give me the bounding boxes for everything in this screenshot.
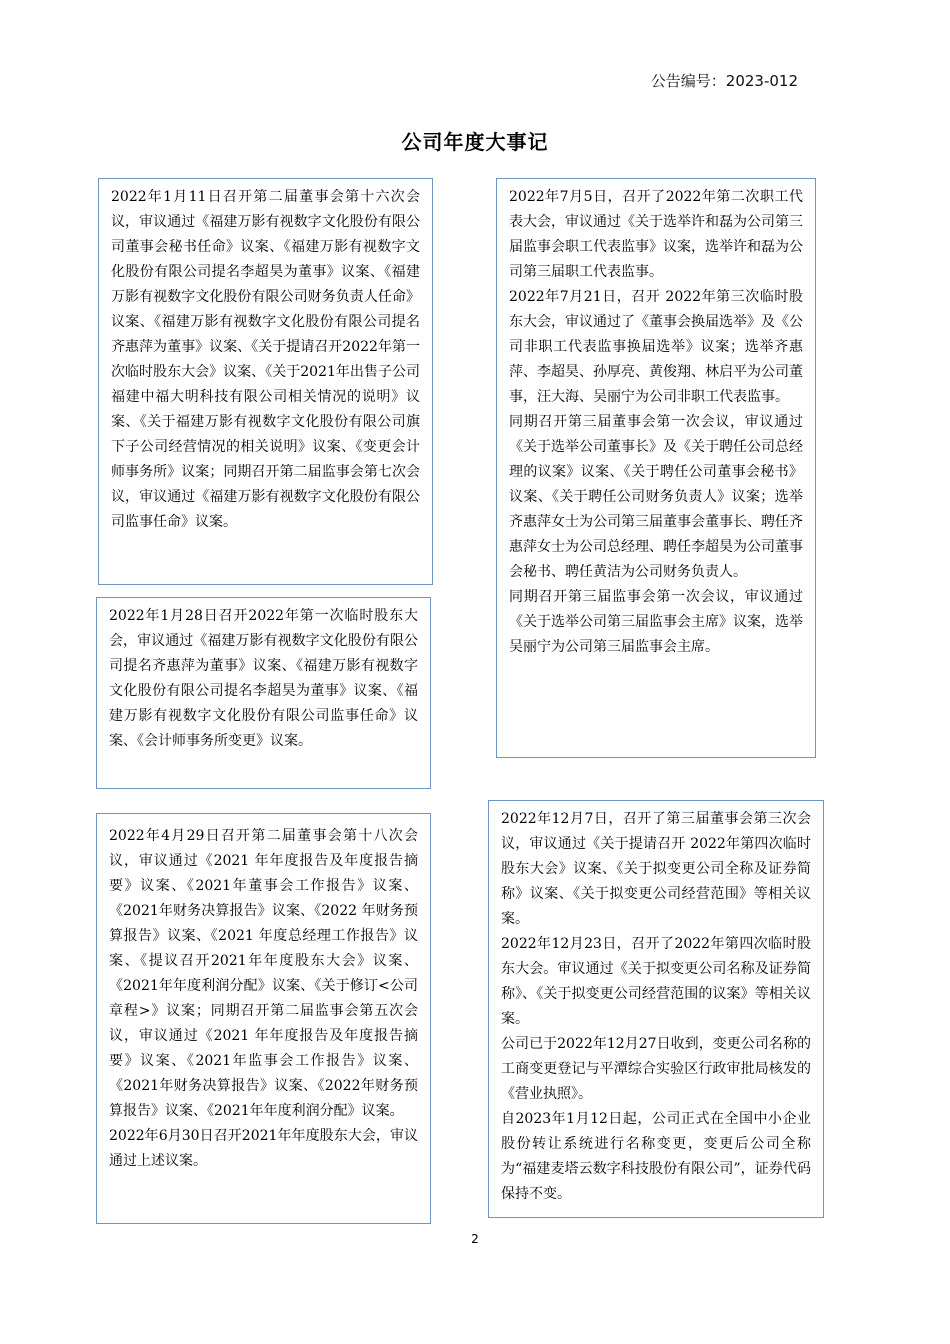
event-paragraph: 2022年1月28日召开2022年第一次临时股东大会，审议通过《福建万影有视数字文化股份有限公司提名齐惠萍为董事》议案、《福建万影有视数字文化股份有限公司提名李超昊为董事》议案、《福建万影有视数字文化股份有限公司监事任命》议案、《会计师事务所变更》议案。 [109,608,418,749]
event-paragraph: 2022年12月23日，召开了2022年第四次临时股东大会。审议通过《关于拟变更公司名称及证券简称》、《关于拟变更公司经营范围的议案》等相关议案。 [501,936,811,1027]
event-box-2022-07 [496,178,816,758]
event-box-2022-01-11 [98,178,433,585]
event-paragraph: 公司已于2022年12月27日收到，变更公司名称的工商变更登记与平潭综合实验区行政审批局核发的《营业执照》。 [501,1036,811,1102]
event-box-2022-01-28 [96,597,431,789]
page-number: 2 [471,1232,479,1246]
event-box-2022-04-29 [96,813,431,1224]
event-paragraph: 同期召开第三届监事会第一次会议，审议通过《关于选举公司第三届监事会主席》议案，选举吴丽宁为公司第三届监事会主席。 [509,589,803,655]
event-paragraph: 同期召开第三届董事会第一次会议，审议通过《关于选举公司董事长》及《关于聘任公司总经理的议案》议案、《关于聘任公司董事会秘书》议案、《关于聘任公司财务负责人》议案；选举齐惠萍女士为公司第三届董事会董事长、聘任齐惠萍女士为公司总经理、聘任李超昊为公司董事会秘书、聘任黄洁为公司财务负责人。 [509,414,803,580]
event-paragraph: 2022年1月11日召开第二届董事会第十六次会议，审议通过《福建万影有视数字文化股份有限公司董事会秘书任命》议案、《福建万影有视数字文化股份有限公司提名李超昊为董事》议案、《福建万影有视数字文化股份有限公司财务负责人任命》议案、《福建万影有视数字文化股份有限公司提名齐惠萍为董事》议案、《关于提请召开2022年第一次临时股东大会》议案、《关于2021年出售子公司福建中福大明科技有限公司相关情况的说明》议案、《关于福建万影有视数字文化股份有限公司旗下子公司经营情况的相关说明》议案、《变更会计师事务所》议案；同期召开第二届监事会第七次会议，审议通过《福建万影有视数字文化股份有限公司监事任命》议案。 [111,189,420,530]
event-paragraph: 2022年4月29日召开第二届董事会第十八次会议，审议通过《2021 年年度报告及年度报告摘要》议案、《2021年董事会工作报告》议案、《2021年财务决算报告》议案、《2022 年财务预算报告》议案、《2021 年度总经理工作报告》议案、《提议召开2021年年度股东大会》议案、《2021年年度利润分配》议案、《关于修订<公司章程>》议案；同期召开第二届监事会第五次会议，审议通过《2021 年年度报告及年度报告摘要》议案、《2021年监事会工作报告》议案、《2021年财务决算报告》议案、《2022年财务预算报告》议案、《2021年年度利润分配》议案。 [109,828,418,1119]
event-paragraph: 2022年6月30日召开2021年年度股东大会，审议通过上述议案。 [109,1128,418,1169]
event-paragraph: 2022年12月7日，召开了第三届董事会第三次会议，审议通过《关于提请召开 2022年第四次临时股东大会》议案、《关于拟变更公司全称及证券简称》议案、《关于拟变更公司经营范围》等相关议案。 [501,811,811,927]
event-paragraph: 2022年7月21日，召开 2022年第三次临时股东大会，审议通过了《董事会换届选举》及《公司非职工代表监事换届选举》议案；选举齐惠萍、李超昊、孙厚亮、黄俊翔、林启平为公司董事，汪大海、吴丽宁为公司非职工代表监事。 [509,289,803,405]
page-title: 公司年度大事记 [401,130,549,154]
event-paragraph: 自2023年1月12日起，公司正式在全国中小企业股份转让系统进行名称变更，变更后公司全称为“福建麦塔云数字科技股份有限公司”，证券代码保持不变。 [501,1111,811,1202]
notice-number: 公告编号：2023-012 [650,72,798,90]
event-box-2022-12 [488,800,824,1218]
event-paragraph: 2022年7月5日，召开了2022年第二次职工代表大会，审议通过《关于选举许和磊为公司第三届监事会职工代表监事》议案，选举许和磊为公司第三届职工代表监事。 [509,189,803,280]
